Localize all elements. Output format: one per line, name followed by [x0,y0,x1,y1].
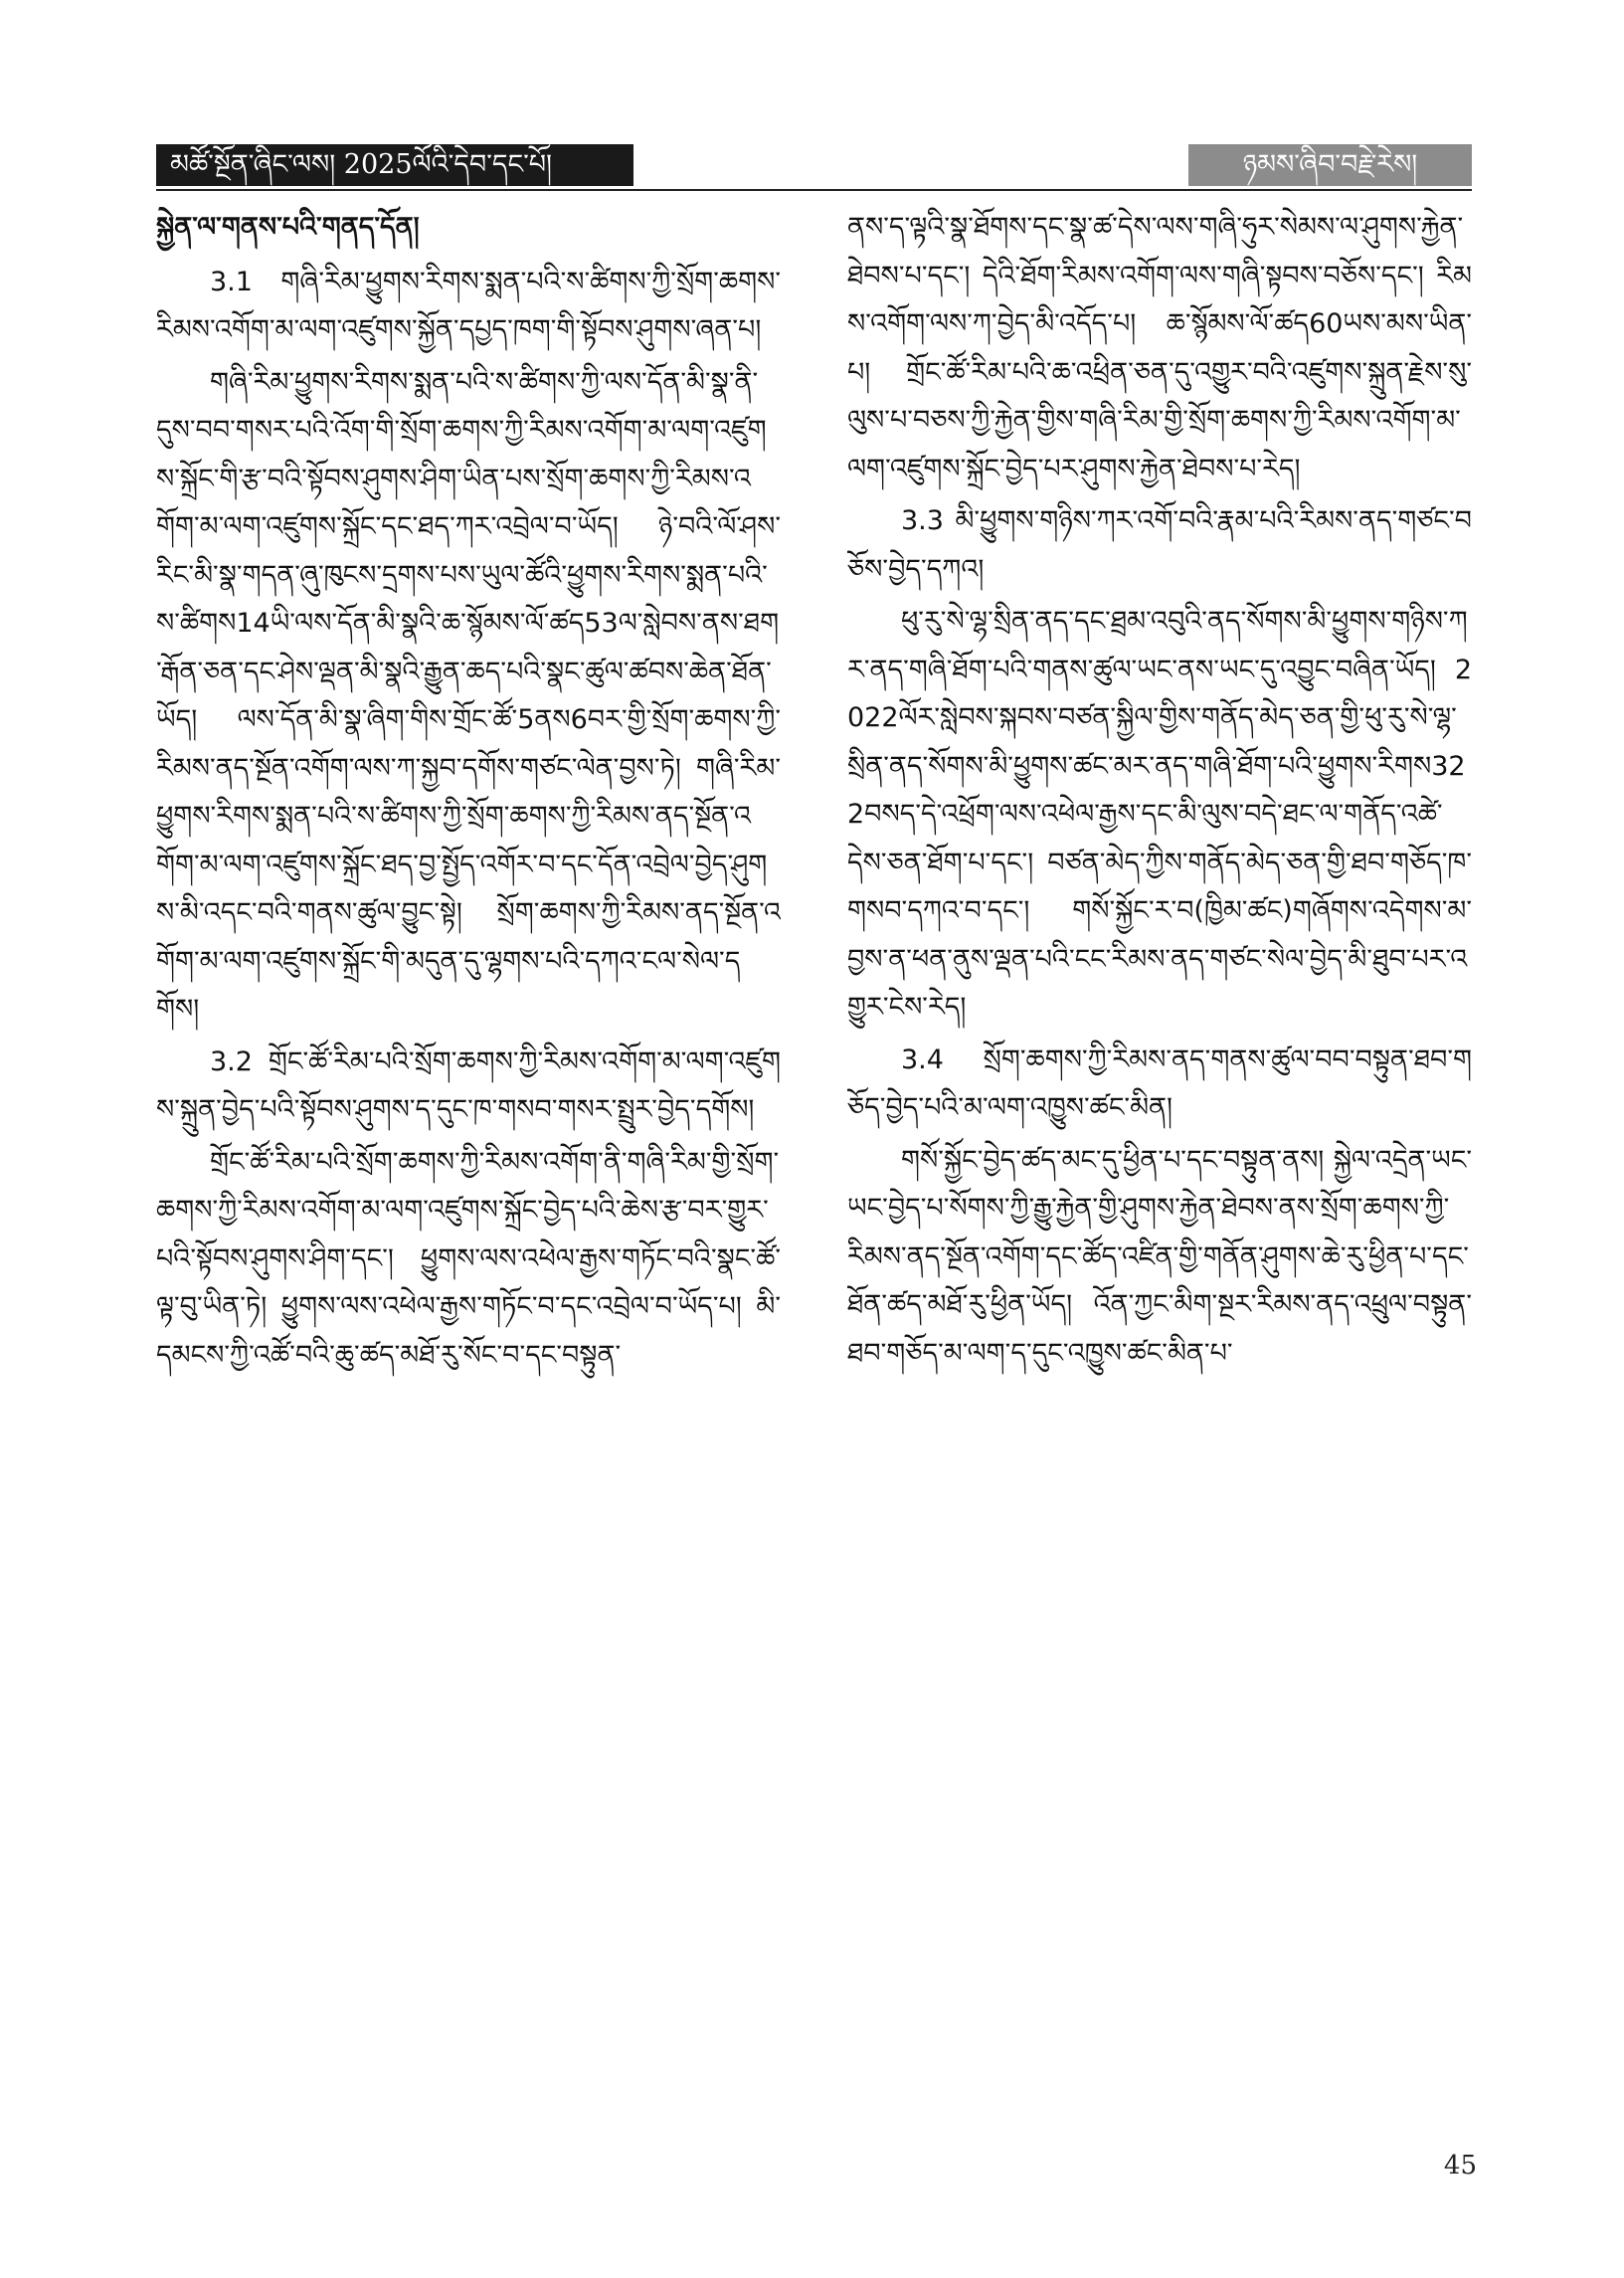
paragraph: གྲོང་ཚོ་རིམ་པའི་སྲོག་ཆགས་ཀྱི་རིམས་འགོག་ནི་གཞི་རིམ་གྱི་སྲོག་ཆགས་ཀྱི་རིམས་འགོག་མ་ལག་འཛུགས་སྐྲོང་བྱེད་པའི་ཆེས་རྩ་བར་གྱུར་པའི་སྟོབས་ཤུགས་ཤིག་དང་། ཕྱུགས་ལས་འཕེལ་རྒྱས་གཏོང་བའི་སྣང་ཚོ་ལྟ་བུ་ཡིན་ཏེ། ཕྱུགས་ལས་འཕེལ་རྒྱས་གཏོང་བ་དང་འབྲེལ་བ་ཡོད་པ། མི་དམངས་ཀྱི་འཚོ་བའི་ཆུ་ཚད་མཐོ་རུ་སོང་བ་དང་བསྟུན་ [156,1146,781,1371]
journal-title-banner: མཚོ་སྔོན་ཞིང་ལས། 2025ལོའི་དེབ་དང་པོ། [156,144,633,186]
section-title: སྐྱེན་ལ་གནས་པའི་གནད་དོན། [156,212,420,243]
subsection-heading-3-3: 3.3 མི་ཕྱུགས་གཉིས་ཀར་འགོ་བའི་རྣམ་པའི་རིམས་ནད་གཙང་བཅོས་བྱེད་དཀའ། [847,505,1472,585]
left-column [156,204,781,2154]
section-label-banner: ཉམས་ཞིབ་བརྗེ་རེས། [1188,144,1472,186]
page-number: 45 [1443,2151,1477,2181]
subsection-heading-3-1: 3.1 གཞི་རིམ་ཕྱུགས་རིགས་སྨན་པའི་ས་ཚིགས་ཀྱི་སྲོག་ཆགས་རིམས་འགོག་མ་ལག་འཛུགས་སྐྱོན་དཔྱད་ཁག་གི་སྟོབས་ཤུགས་ཞན་པ། [156,266,781,345]
paragraph: གསོ་སྐྱོང་བྱེད་ཚད་མང་དུ་ཕྱིན་པ་དང་བསྟུན་ནས། སྐྱེལ་འདྲེན་ཡང་ཡང་བྱེད་པ་སོགས་ཀྱི་རྒྱུ་རྐྱེན་གྱི་ཤུགས་རྐྱེན་ཐེབས་ནས་སྲོག་ཆགས་ཀྱི་རིམས་ནད་སྔོན་འགོག་དང་ཚོད་འཛིན་གྱི་གནོན་ཤུགས་ཆེ་རུ་ཕྱིན་པ་དང་ཐོན་ཚད་མཐོ་རུ་ཕྱིན་ཡོད། འོན་ཀྱང་མིག་སྔར་རིམས་ནད་འཕྲུལ་བསྟུན་ཐབ་གཅོད་མ་ལག་ད་དུང་འཁྱུས་ཚང་མིན་པ་ [847,1144,1472,1369]
paragraph: གཞི་རིམ་ཕྱུགས་རིགས་སྨན་པའི་ས་ཚིགས་ཀྱི་ལས་དོན་མི་སྣ་ནི་དུས་བབ་གསར་པའི་འོག་གི་སྲོག་ཆགས་ཀྱི་རིམས་འགོག་མ་ལག་འཛུགས་སྐྲོང་གི་རྩ་བའི་སྟོབས་ཤུགས་ཤིག་ཡིན་པས་སྲོག་ཆགས་ཀྱི་རིམས་འགོག་མ་ལག་འཛུགས་སྐྲོང་དང་ཐད་ཀར་འབྲེལ་བ་ཡོད། ཉེ་བའི་ལོ་ཤས་རིང་མི་སྣ་གདན་ཞུ་ཁུངས་དྲགས་པས་ཡུལ་ཚོའི་ཕྱུགས་རིགས་སྨན་པའི་ས་ཚིགས14ཡི་ལས་དོན་མི་སྣའི་ཆ་སྙོམས་ལོ་ཚད53ལ་སླེབས་ནས་ཐག་རྒོན་ཅན་དང་ཤེས་ལྡན་མི་སྣའི་རྒྱུན་ཆད་པའི་སྣང་ཚུལ་ཚབས་ཆེན་ཐོན་ཡོད། ལས་དོན་མི་སྣ་ཞིག་གིས་གྲོང་ཚོ་5ནས6བར་གྱི་སྲོག་ཆགས་ཀྱི་རིམས་ནད་སྔོན་འགོག་ལས་ཀ་སྐྱབ་དགོས་གཙང་ལེན་བྱས་ཏེ། གཞི་རིམ་ཕྱུགས་རིགས་སྨན་པའི་ས་ཚིགས་ཀྱི་སྲོག་ཆགས་ཀྱི་རིམས་ནད་སྔོན་འགོག་མ་ལག་འཛུགས་སྐྲོང་ཐད་བྱ་སྤྱོད་འགོར་བ་དང་དོན་འབྲེལ་བྱེད་ཤུགས་མི་འདང་བའི་གནས་ཚུལ་བྱུང་སྟེ། སྲོག་ཆགས་ཀྱི་རིམས་ནད་སྔོན་འགོག་མ་ལག་འཛུགས་སྐྲོང་གི་མདུན་དུ་ལྷགས་པའི་དཀའ་ངལ་སེལ་དགོས། [156,366,781,1025]
continued-paragraph: ནས་ད་ལྟའི་སྣ་ཐོགས་དང་སྣ་ཚ་དེས་ལས་གཞི་ཧུར་སེམས་ལ་ཤུགས་རྐྱེན་ཐེབས་པ་དང་། དེའི་ཐོག་རིམས་འགོག་ལས་གཞི་སྟབས་བཅོས་དང་། རིམས་འགོག་ལས་ཀ་བྱེད་མི་འདོད་པ། ཆ་སྙོམས་ལོ་ཚད60ཡས་མས་ཡིན་པ། གྲོང་ཚོ་རིམ་པའི་ཆ་འཕྲིན་ཅན་དུ་འགྱུར་བའི་འཛུགས་སྐྲུན་རྗེས་སུ་ལུས་པ་བཅས་ཀྱི་རྐྱེན་གྱིས་གཞི་རིམ་གྱི་སྲོག་ཆགས་ཀྱི་རིམས་འགོག་མ་ལག་འཛུགས་སྐྲོང་བྱེད་པར་ཤུགས་རྐྱེན་ཐེབས་པ་རེད། [847,212,1472,484]
subsection-heading-3-2: 3.2 གྲོང་ཚོ་རིམ་པའི་སྲོག་ཆགས་ཀྱི་རིམས་འགོག་མ་ལག་འཛུགས་སྐྲུན་བྱེད་པའི་སྟོབས་ཤུགས་ད་དུང་ཁ་གསབ་གསར་སྤྲུར་བྱེད་དགོས། [156,1045,781,1125]
header-divider [156,189,1472,191]
right-column [847,204,1472,2154]
paragraph: ཕུ་རུ་སེ་ལྷ་སྲིན་ནད་དང་ཐྲམ་འབུའི་ནད་སོགས་མི་ཕྱུགས་གཉིས་ཀར་ནད་གཞི་ཐོག་པའི་གནས་ཚུལ་ཡང་ནས་ཡང་དུ་འབྱུང་བཞིན་ཡོད། 2022ལོར་སླེབས་སྐབས་བཙན་སྐྱིལ་གྱིས་གནོད་མེད་ཅན་གྱི་ཕུ་རུ་སེ་ལྷ་སྲིན་ནད་སོགས་མི་ཕྱུགས་ཚང་མར་ནད་གཞི་ཐོག་པའི་ཕྱུགས་རིགས322བསད་དེ་འཕྲོག་ལས་འཕེལ་རྒྱས་དང་མི་ལུས་བདེ་ཐང་ལ་གནོད་འཚེ་དེས་ཅན་ཐོག་པ་དང་། བཙན་མེད་ཀྱིས་གནོད་མེད་ཅན་གྱི་ཐབ་གཅོད་ཁ་གསབ་དཀའ་བ་དང་། གསོ་སྐྱོང་ར་བ(ཁྱིམ་ཚང)གཞོགས་འདེགས་མ་བྱས་ན་ཕན་ནུས་ལྡན་པའི་ངང་རིམས་ནད་གཙང་སེལ་བྱེད་མི་ཐུབ་པར་འགྱུར་ངེས་རེད། [847,606,1472,1023]
subsection-heading-3-4: 3.4 སྲོག་ཆགས་ཀྱི་རིམས་ནད་གནས་ཚུལ་བབ་བསྟུན་ཐབ་གཅོད་བྱེད་པའི་མ་ལག་འཁྱུས་ཚང་མིན། [847,1044,1472,1123]
